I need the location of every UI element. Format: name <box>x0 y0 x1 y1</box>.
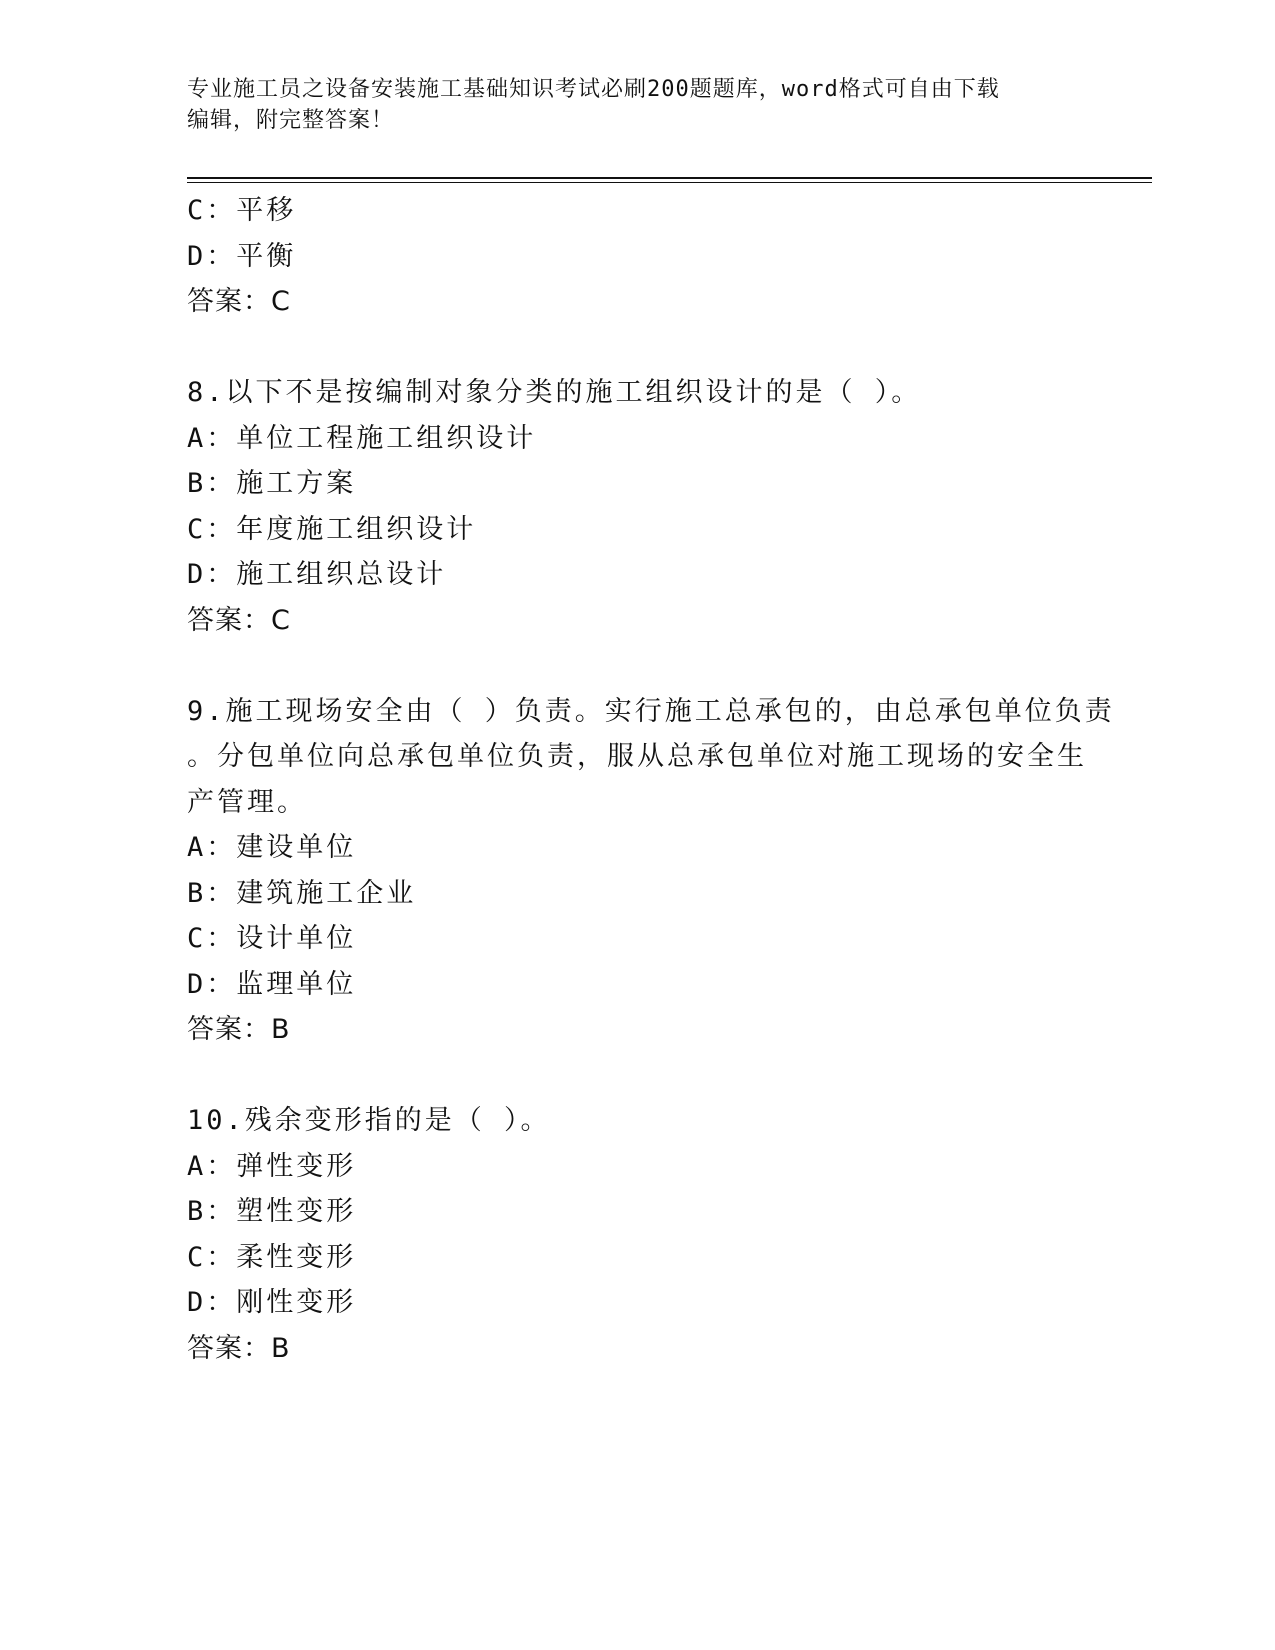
option-a: A：建设单位 <box>187 832 357 863</box>
option-d: D：施工组织总设计 <box>187 559 447 590</box>
option-a: A：弹性变形 <box>187 1150 357 1182</box>
question-text: 8.以下不是按编制对象分类的施工组织设计的是（ ）。 <box>187 377 922 408</box>
option-c: C：柔性变形 <box>187 1241 357 1273</box>
option-b: B：建筑施工企业 <box>187 877 417 909</box>
question-gap <box>187 325 1087 371</box>
option-b: B：塑性变形 <box>187 1196 357 1227</box>
option-c: C：设计单位 <box>187 923 357 954</box>
option-a: A：单位工程施工组织设计 <box>187 422 537 454</box>
option-c: C：平移 <box>187 195 297 226</box>
answer-line: 答案：C <box>187 286 291 317</box>
question-text: 。分包单位向总承包单位负责，服从总承包单位对施工现场的安全生 <box>187 741 1087 772</box>
answer-line: 答案：B <box>187 1014 291 1045</box>
answer-line: 答案：C <box>187 604 291 636</box>
question-9 <box>187 689 1115 1053</box>
question-text: 9.施工现场安全由（ ）负责。实行施工总承包的，由总承包单位负责 <box>187 695 1115 727</box>
header-line-1: 专业施工员之设备安装施工基础知识考试必刷200题题库，word格式可自由下载 <box>187 77 1000 102</box>
question-text: 10.残余变形指的是（ ）。 <box>187 1105 551 1136</box>
carryover-question <box>187 188 1087 325</box>
question-gap <box>187 1053 1087 1099</box>
header-divider <box>187 177 1152 183</box>
option-b: B：施工方案 <box>187 468 357 499</box>
answer-line: 答案：B <box>187 1332 291 1364</box>
question-content <box>187 188 1115 1371</box>
document-header <box>187 74 1067 136</box>
question-8 <box>187 370 1087 643</box>
option-c: C：年度施工组织设计 <box>187 513 477 545</box>
option-d: D：监理单位 <box>187 968 357 1000</box>
question-10 <box>187 1098 1087 1371</box>
question-gap <box>187 643 1087 689</box>
option-d: D：刚性变形 <box>187 1287 357 1318</box>
question-text: 产管理。 <box>187 786 307 818</box>
header-line-2: 编辑，附完整答案！ <box>187 108 395 133</box>
option-d: D：平衡 <box>187 240 297 272</box>
